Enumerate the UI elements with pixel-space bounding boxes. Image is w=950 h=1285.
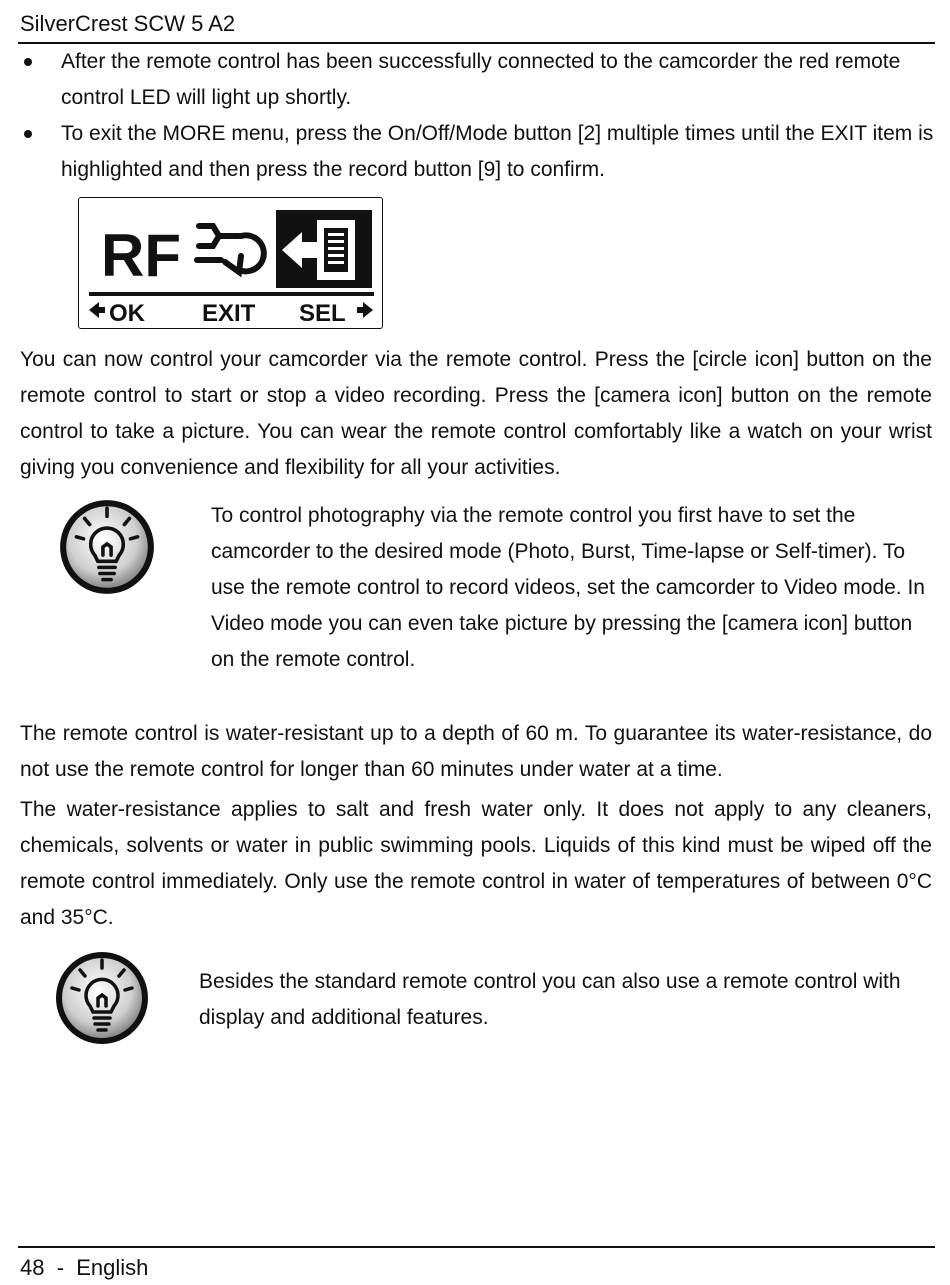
bullet-text: To exit the MORE menu, press the On/Off/Mode button [2] multiple times until the EXIT item is highlighted and then press the record button [9] to confirm. (61, 122, 934, 181)
lightbulb-tip-icon (56, 496, 158, 598)
page-footer: 48 - English (20, 1255, 149, 1280)
body-paragraph: The water-resistance applies to salt and fresh water only. It does not apply to any cleaners, chemicals, solvents or water in public swimming pools. Liquids of this kind must be wiped off the remote control immediately. Only use the remote control in water of temperatures of between 0°C and 35°C. (20, 798, 932, 929)
left-arrow-icon (89, 302, 105, 318)
bullet-text: After the remote control has been successfully connected to the camcorder the red remote control LED will light up shortly. (61, 50, 901, 109)
bullet-list (20, 44, 935, 188)
footer-rule (18, 1246, 935, 1248)
camcorder-screen-illustration (78, 197, 383, 329)
bullet-dot-icon (24, 58, 32, 66)
bullet-dot-icon (24, 130, 32, 138)
right-arrow-icon (357, 302, 373, 318)
page-header-title: SilverCrest SCW 5 A2 (20, 11, 236, 36)
screen-svg (79, 198, 384, 330)
sel-label: SEL (299, 300, 346, 327)
bullet-item (20, 116, 935, 188)
body-paragraph: You can now control your camcorder via the remote control. Press the [circle icon] button on the remote control to start or stop a video recording. Press the [camera icon] button on the remote control to take a picture. You can wear the remote control comfortably like a watch on your wrist giving you convenience and flexibility for all your activities. (20, 348, 932, 479)
ok-label: OK (109, 300, 145, 327)
bullet-item (20, 44, 935, 116)
tip-text: To control photography via the remote control you first have to set the camcorder to the desired mode (Photo, Burst, Time-lapse or Self-timer). To use the remote control to record videos, set the camcorder to Video mode. In Video mode you can even take picture by pressing the [camera icon] button on the remote control. (211, 504, 925, 671)
body-paragraph: The remote control is water-resistant up to a depth of 60 m. To guarantee its water-resistance, do not use the remote control for longer than 60 minutes under water at a time. (20, 722, 932, 781)
lightbulb-tip-icon (52, 948, 152, 1048)
screen-divider (89, 292, 374, 296)
tip-text: Besides the standard remote control you can also use a remote control with display and additional features. (199, 970, 901, 1029)
wrench-return-icon (197, 226, 264, 272)
exit-label: EXIT (202, 300, 256, 327)
rf-label: RF (101, 222, 181, 289)
